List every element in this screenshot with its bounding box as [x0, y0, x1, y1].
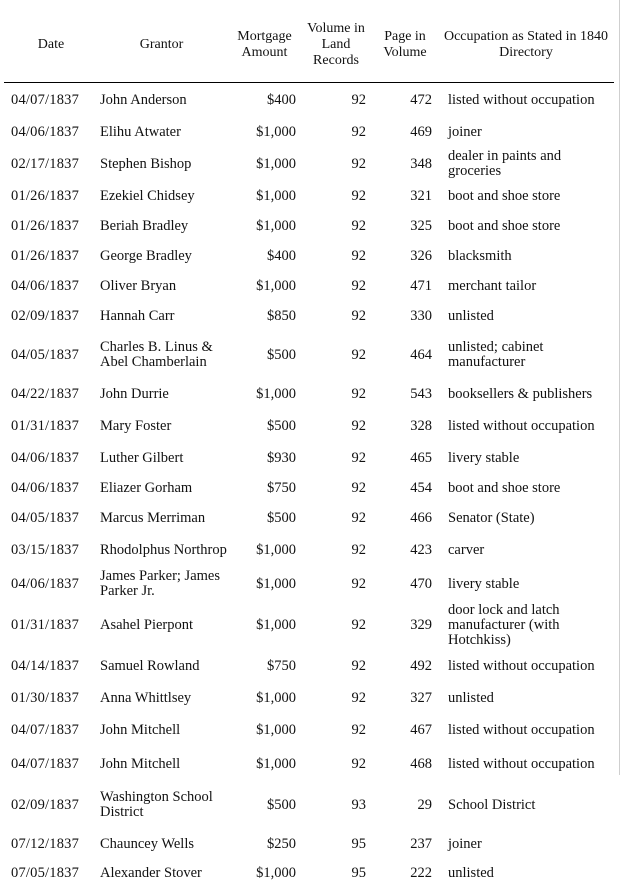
- cell-volume: 92: [300, 83, 372, 118]
- mortgage-table: [4, 8, 614, 888]
- cell-occupation: School District: [438, 781, 614, 829]
- cell-occupation: livery stable: [438, 443, 614, 473]
- table-row: [4, 473, 614, 503]
- table-row: [4, 271, 614, 301]
- cell-occupation: unlisted: [438, 683, 614, 713]
- cell-volume: 92: [300, 241, 372, 271]
- cell-date: 04/06/1837: [4, 117, 94, 147]
- cell-volume: 92: [300, 533, 372, 567]
- cell-date: 01/26/1837: [4, 181, 94, 211]
- cell-page: 466: [372, 503, 438, 533]
- cell-date: 01/30/1837: [4, 683, 94, 713]
- cell-date: 01/31/1837: [4, 409, 94, 443]
- table-row: [4, 829, 614, 859]
- header-mortgage-amount: Mortgage Amount: [229, 8, 300, 83]
- cell-date: 03/15/1837: [4, 533, 94, 567]
- table-row: [4, 409, 614, 443]
- cell-page: 467: [372, 713, 438, 747]
- cell-volume: 92: [300, 409, 372, 443]
- cell-volume: 92: [300, 713, 372, 747]
- cell-date: 04/14/1837: [4, 649, 94, 683]
- cell-grantor: Marcus Merriman: [94, 503, 229, 533]
- cell-amount: $1,000: [229, 683, 300, 713]
- header-grantor: Grantor: [94, 8, 229, 83]
- cell-occupation: joiner: [438, 117, 614, 147]
- cell-volume: 92: [300, 503, 372, 533]
- cell-volume: 92: [300, 379, 372, 409]
- cell-amount: $1,000: [229, 601, 300, 649]
- cell-volume: 92: [300, 331, 372, 379]
- cell-grantor: John Mitchell: [94, 747, 229, 781]
- cell-date: 04/06/1837: [4, 567, 94, 601]
- cell-volume: 92: [300, 181, 372, 211]
- cell-volume: 92: [300, 683, 372, 713]
- cell-grantor: John Durrie: [94, 379, 229, 409]
- cell-date: 04/06/1837: [4, 473, 94, 503]
- cell-date: 04/22/1837: [4, 379, 94, 409]
- cell-page: 470: [372, 567, 438, 601]
- cell-date: 02/17/1837: [4, 147, 94, 181]
- header-volume: Volume in Land Records: [300, 8, 372, 83]
- cell-amount: $500: [229, 503, 300, 533]
- cell-occupation: dealer in paints and groceries: [438, 147, 614, 181]
- table-row: [4, 241, 614, 271]
- cell-date: 01/26/1837: [4, 241, 94, 271]
- cell-page: 469: [372, 117, 438, 147]
- cell-grantor: Washington School District: [94, 781, 229, 829]
- cell-volume: 92: [300, 473, 372, 503]
- table-row: [4, 713, 614, 747]
- table-row: [4, 147, 614, 181]
- cell-date: 04/06/1837: [4, 443, 94, 473]
- cell-occupation: boot and shoe store: [438, 181, 614, 211]
- cell-amount: $750: [229, 649, 300, 683]
- cell-volume: 92: [300, 117, 372, 147]
- cell-date: 02/09/1837: [4, 301, 94, 331]
- cell-amount: $400: [229, 241, 300, 271]
- cell-grantor: Eliazer Gorham: [94, 473, 229, 503]
- cell-date: 07/05/1837: [4, 859, 94, 888]
- cell-grantor: Ezekiel Chidsey: [94, 181, 229, 211]
- cell-grantor: Chauncey Wells: [94, 829, 229, 859]
- table-row: [4, 601, 614, 649]
- cell-grantor: John Mitchell: [94, 713, 229, 747]
- cell-volume: 92: [300, 301, 372, 331]
- cell-volume: 95: [300, 829, 372, 859]
- header-date: Date: [4, 8, 94, 83]
- table-row: [4, 211, 614, 241]
- cell-grantor: Asahel Pierpont: [94, 601, 229, 649]
- table-row: [4, 379, 614, 409]
- cell-amount: $1,000: [229, 379, 300, 409]
- cell-page: 330: [372, 301, 438, 331]
- table-row: [4, 683, 614, 713]
- cell-amount: $1,000: [229, 211, 300, 241]
- cell-volume: 93: [300, 781, 372, 829]
- table-row: [4, 503, 614, 533]
- cell-grantor: James Parker; James Parker Jr.: [94, 567, 229, 601]
- cell-page: 464: [372, 331, 438, 379]
- cell-amount: $1,000: [229, 533, 300, 567]
- cell-grantor: Samuel Rowland: [94, 649, 229, 683]
- cell-occupation: listed without occupation: [438, 649, 614, 683]
- cell-page: 348: [372, 147, 438, 181]
- table-body: [4, 83, 614, 888]
- cell-date: 04/07/1837: [4, 83, 94, 118]
- cell-amount: $400: [229, 83, 300, 118]
- cell-grantor: Alexander Stover: [94, 859, 229, 888]
- cell-grantor: Rhodolphus Northrop: [94, 533, 229, 567]
- cell-occupation: unlisted; cabinet manufacturer: [438, 331, 614, 379]
- cell-date: 02/09/1837: [4, 781, 94, 829]
- page-edge-rule: [619, 0, 620, 775]
- cell-occupation: listed without occupation: [438, 409, 614, 443]
- cell-occupation: unlisted: [438, 859, 614, 888]
- cell-date: 07/12/1837: [4, 829, 94, 859]
- table-row: [4, 649, 614, 683]
- cell-amount: $1,000: [229, 181, 300, 211]
- cell-volume: 92: [300, 211, 372, 241]
- cell-occupation: listed without occupation: [438, 713, 614, 747]
- cell-grantor: Anna Whittlsey: [94, 683, 229, 713]
- table-row: [4, 301, 614, 331]
- cell-occupation: joiner: [438, 829, 614, 859]
- cell-page: 326: [372, 241, 438, 271]
- cell-occupation: listed without occupation: [438, 83, 614, 118]
- cell-occupation: blacksmith: [438, 241, 614, 271]
- cell-amount: $1,000: [229, 859, 300, 888]
- cell-page: 492: [372, 649, 438, 683]
- table-row: [4, 567, 614, 601]
- cell-grantor: Beriah Bradley: [94, 211, 229, 241]
- cell-page: 222: [372, 859, 438, 888]
- cell-grantor: Stephen Bishop: [94, 147, 229, 181]
- table-header: [4, 8, 614, 83]
- cell-page: 29: [372, 781, 438, 829]
- cell-page: 328: [372, 409, 438, 443]
- cell-grantor: John Anderson: [94, 83, 229, 118]
- cell-grantor: Luther Gilbert: [94, 443, 229, 473]
- cell-occupation: booksellers & publishers: [438, 379, 614, 409]
- cell-date: 04/07/1837: [4, 747, 94, 781]
- cell-occupation: merchant tailor: [438, 271, 614, 301]
- cell-page: 237: [372, 829, 438, 859]
- cell-page: 465: [372, 443, 438, 473]
- table-row: [4, 331, 614, 379]
- cell-volume: 92: [300, 747, 372, 781]
- cell-page: 471: [372, 271, 438, 301]
- cell-page: 543: [372, 379, 438, 409]
- cell-volume: 92: [300, 601, 372, 649]
- cell-occupation: boot and shoe store: [438, 473, 614, 503]
- cell-occupation: unlisted: [438, 301, 614, 331]
- cell-amount: $1,000: [229, 117, 300, 147]
- cell-volume: 92: [300, 649, 372, 683]
- cell-grantor: Charles B. Linus & Abel Chamberlain: [94, 331, 229, 379]
- cell-grantor: Mary Foster: [94, 409, 229, 443]
- cell-grantor: George Bradley: [94, 241, 229, 271]
- cell-page: 468: [372, 747, 438, 781]
- cell-page: 423: [372, 533, 438, 567]
- cell-occupation: Senator (State): [438, 503, 614, 533]
- cell-occupation: carver: [438, 533, 614, 567]
- cell-date: 01/31/1837: [4, 601, 94, 649]
- cell-amount: $1,000: [229, 271, 300, 301]
- cell-occupation: door lock and latch manufacturer (with Hotchkiss): [438, 601, 614, 649]
- cell-amount: $750: [229, 473, 300, 503]
- cell-amount: $850: [229, 301, 300, 331]
- cell-amount: $500: [229, 781, 300, 829]
- cell-volume: 92: [300, 147, 372, 181]
- cell-occupation: listed without occupation: [438, 747, 614, 781]
- table-row: [4, 181, 614, 211]
- table-row: [4, 747, 614, 781]
- cell-grantor: Elihu Atwater: [94, 117, 229, 147]
- cell-date: 04/05/1837: [4, 331, 94, 379]
- cell-amount: $500: [229, 409, 300, 443]
- cell-grantor: Hannah Carr: [94, 301, 229, 331]
- cell-page: 321: [372, 181, 438, 211]
- table-row: [4, 83, 614, 118]
- cell-amount: $1,000: [229, 567, 300, 601]
- cell-date: 01/26/1837: [4, 211, 94, 241]
- cell-volume: 95: [300, 859, 372, 888]
- cell-page: 472: [372, 83, 438, 118]
- cell-grantor: Oliver Bryan: [94, 271, 229, 301]
- cell-date: 04/05/1837: [4, 503, 94, 533]
- cell-page: 327: [372, 683, 438, 713]
- table-row: [4, 859, 614, 888]
- cell-amount: $250: [229, 829, 300, 859]
- cell-volume: 92: [300, 271, 372, 301]
- cell-volume: 92: [300, 567, 372, 601]
- cell-page: 329: [372, 601, 438, 649]
- cell-date: 04/07/1837: [4, 713, 94, 747]
- cell-occupation: livery stable: [438, 567, 614, 601]
- cell-page: 325: [372, 211, 438, 241]
- cell-amount: $1,000: [229, 747, 300, 781]
- table-row: [4, 443, 614, 473]
- header-occupation: Occupation as Stated in 1840 Directory: [438, 8, 614, 83]
- cell-amount: $500: [229, 331, 300, 379]
- table-row: [4, 781, 614, 829]
- cell-date: 04/06/1837: [4, 271, 94, 301]
- table-row: [4, 117, 614, 147]
- table-row: [4, 533, 614, 567]
- header-page: Page in Volume: [372, 8, 438, 83]
- cell-amount: $1,000: [229, 147, 300, 181]
- cell-amount: $930: [229, 443, 300, 473]
- cell-volume: 92: [300, 443, 372, 473]
- cell-occupation: boot and shoe store: [438, 211, 614, 241]
- cell-page: 454: [372, 473, 438, 503]
- cell-amount: $1,000: [229, 713, 300, 747]
